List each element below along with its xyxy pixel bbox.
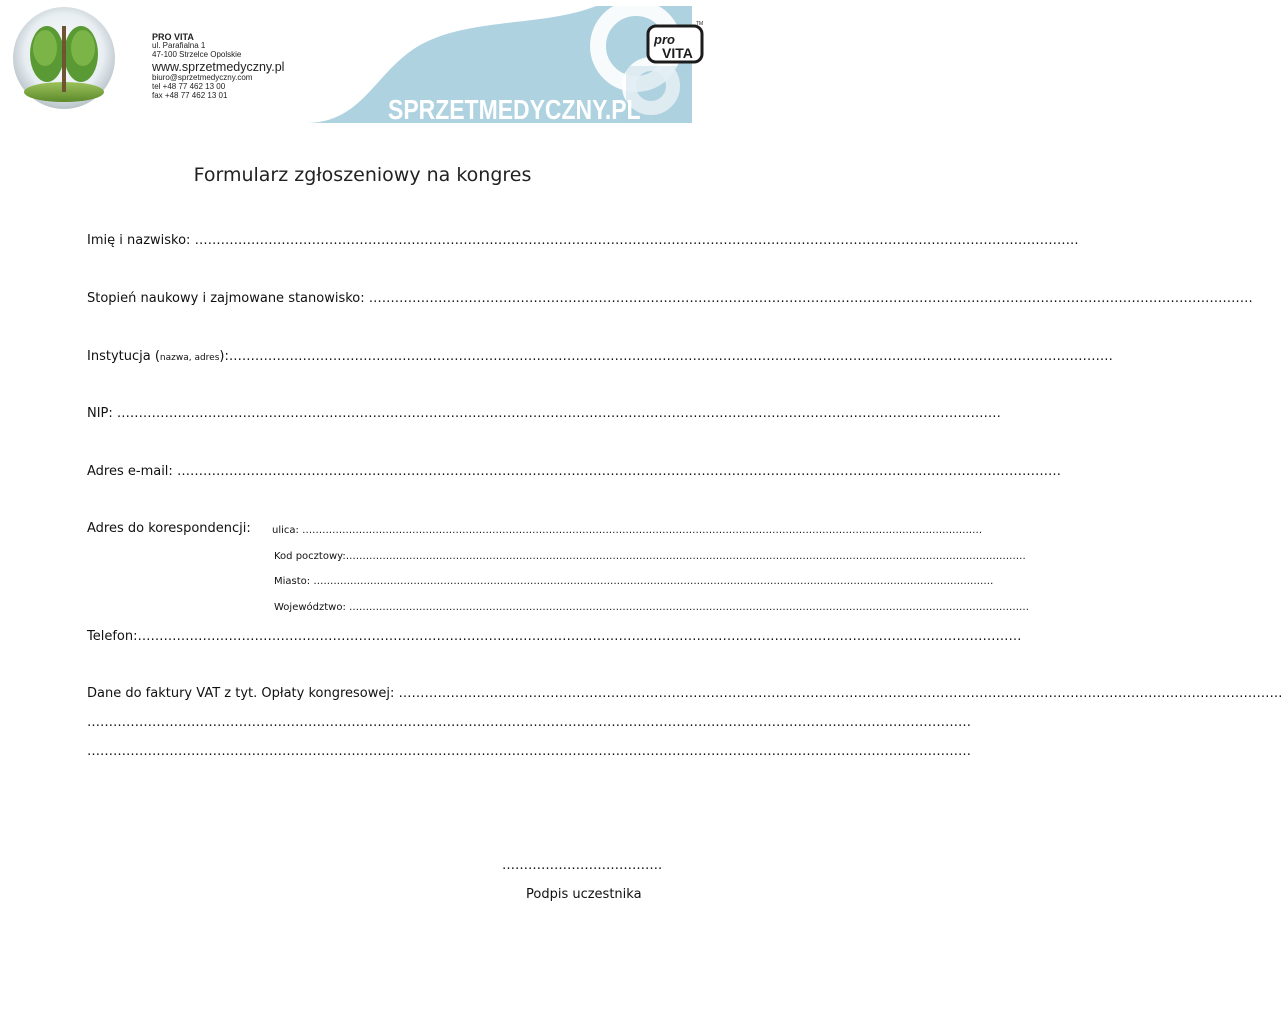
invoice-line-3[interactable]: …………………………………………………………………………………………………………………………………………………………………………………… [87, 744, 971, 759]
invoice-dots[interactable]: …………………………………………………………………………………………………………………………………………………………………………………… [398, 686, 1283, 701]
postal-code-row[interactable] [274, 551, 1026, 562]
nip-dots[interactable]: …………………………………………………………………………………………………………………………………………………………………………………… [116, 406, 1001, 421]
full-name-label: Imię i nazwisko: [87, 233, 195, 248]
phone-dots[interactable]: …………………………………………………………………………………………………………………………………………………………………………………… [137, 629, 1022, 644]
form-title: Formularz zgłoszeniowy na kongres [193, 164, 532, 186]
company-city: 47-100 Strzelce Opolskie [152, 50, 242, 60]
banner-wordmark: SPRZETMEDYCZNY.PL [388, 94, 641, 125]
city-row[interactable] [274, 576, 994, 587]
company-fax: fax +48 77 462 13 01 [152, 90, 228, 100]
city-label: Miasto: [274, 576, 314, 587]
header-banner [126, 6, 692, 123]
degree-position-row[interactable] [87, 291, 1253, 306]
email-dots[interactable]: …………………………………………………………………………………………………………………………………………………………………………………… [176, 464, 1061, 479]
street-row[interactable] [272, 525, 983, 536]
pro-vita-logo-tm: TM [696, 21, 704, 27]
correspondence-label: Adres do korespondencji: [87, 521, 251, 536]
voivodeship-label: Województwo: [274, 602, 350, 613]
postal-code-dots[interactable]: …………………………………………………………………………………………………………………………………………………………………………………… [345, 551, 1026, 562]
postal-code-label: Kod pocztowy: [274, 551, 346, 562]
invoice-line-2[interactable]: …………………………………………………………………………………………………………………………………………………………………………………… [87, 715, 971, 730]
invoice-label: Dane do faktury VAT z tyt. Opłaty kongresowej: [87, 686, 399, 701]
company-street: ul. Parafialna 1 [152, 41, 206, 51]
phone-label: Telefon: [87, 629, 138, 644]
company-name: PRO VITA [152, 32, 194, 42]
full-name-dots[interactable]: …………………………………………………………………………………………………………………………………………………………………………………… [194, 233, 1079, 248]
degree-position-label: Stopień naukowy i zajmowane stanowisko: [87, 291, 369, 306]
invoice-row[interactable] [87, 686, 1283, 701]
phone-row[interactable] [87, 629, 1022, 644]
pro-vita-logo-pro: pro [654, 32, 675, 47]
nip-label: NIP: [87, 406, 117, 421]
full-name-row[interactable] [87, 233, 1079, 248]
signature-label: Podpis uczestnika [526, 887, 642, 902]
city-dots[interactable]: …………………………………………………………………………………………………………………………………………………………………………………… [313, 576, 994, 587]
company-tel: tel +48 77 462 13 00 [152, 81, 226, 91]
email-label: Adres e-mail: [87, 464, 177, 479]
institution-row[interactable] [87, 349, 1113, 364]
company-address-block [152, 32, 284, 101]
pro-vita-logo [646, 18, 706, 66]
institution-hint: nazwa, adres [159, 353, 220, 363]
institution-label-close: ): [219, 349, 229, 364]
institution-label: Instytucja ( [87, 349, 160, 364]
company-email[interactable]: biuro@sprzetmedyczny.com [152, 72, 253, 82]
voivodeship-dots[interactable]: …………………………………………………………………………………………………………………………………………………………………………………… [349, 602, 1030, 613]
voivodeship-row[interactable] [274, 602, 1030, 613]
street-label: ulica: [272, 525, 303, 536]
company-website[interactable]: www.sprzetmedyczny.pl [152, 59, 285, 74]
signature-line[interactable]: ………………………………. [502, 858, 663, 873]
pro-vita-logo-vita: VITA [662, 45, 693, 61]
degree-position-dots[interactable]: …………………………………………………………………………………………………………………………………………………………………………………… [368, 291, 1253, 306]
institution-dots[interactable]: …………………………………………………………………………………………………………………………………………………………………………………… [228, 349, 1113, 364]
lungs-tree-logo [12, 6, 116, 110]
nip-row[interactable] [87, 406, 1001, 421]
email-row[interactable] [87, 464, 1061, 479]
street-dots[interactable]: …………………………………………………………………………………………………………………………………………………………………………………… [302, 525, 983, 536]
